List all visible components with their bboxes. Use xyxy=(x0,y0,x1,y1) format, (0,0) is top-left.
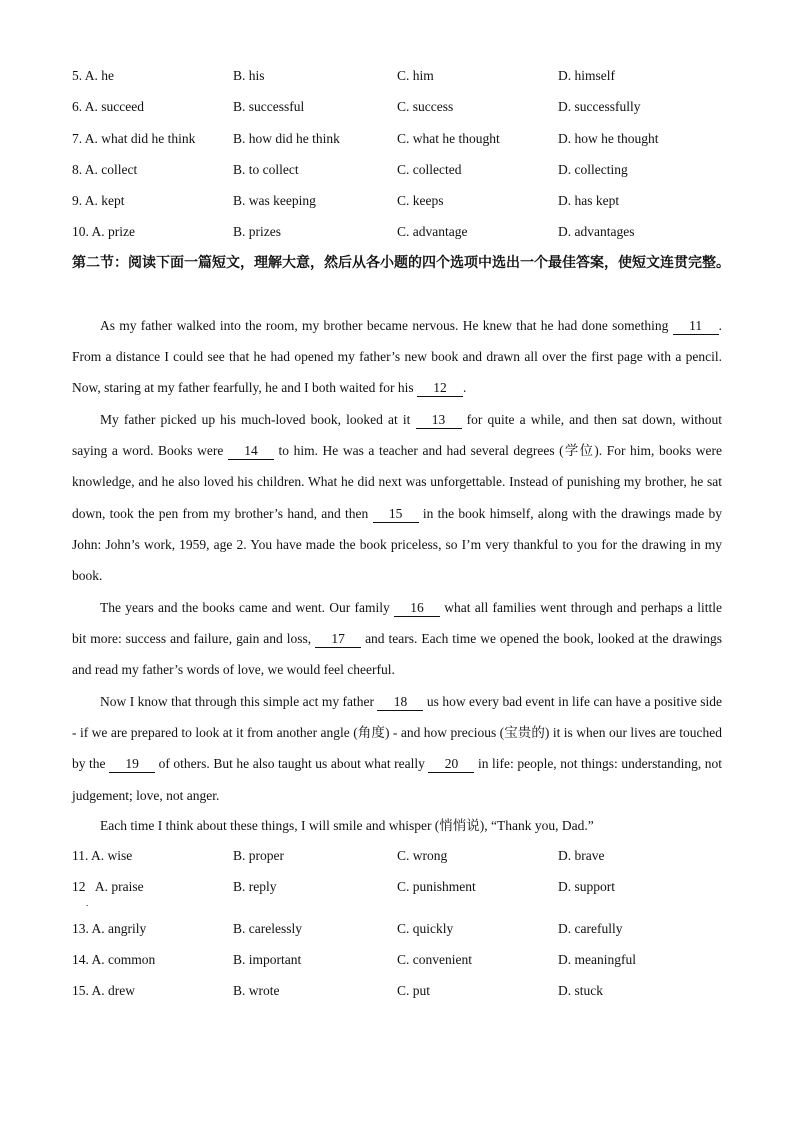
option-d: D. stuck xyxy=(558,983,603,998)
blank-20: 20 xyxy=(428,755,474,773)
passage-text: . From a distance I could see that he had opened my father’s new book and drawn all over the first page with a pencil. Now, staring at my father fearfully, he and I both waited for his xyxy=(72,318,722,396)
blank-13: 13 xyxy=(416,411,462,429)
option-d: D. support xyxy=(558,879,615,894)
question-row-10 xyxy=(0,222,794,242)
question-row-7 xyxy=(0,129,794,149)
passage-text: in the book himself, along with the drawings made by John: John’s work, 1959, age 2. You have made the book priceless, so I’m very thankful to you for the drawing in my book. xyxy=(72,505,722,584)
option-c: C. punishment xyxy=(397,879,476,894)
question-row-6 xyxy=(0,97,794,117)
passage-text: Now I know that through this simple act my father xyxy=(100,694,378,709)
passage-paragraph-3 xyxy=(72,592,722,686)
option-a: 10. A. prize xyxy=(72,224,135,239)
option-a: 5. A. he xyxy=(72,68,114,83)
option-c: C. quickly xyxy=(397,921,454,936)
option-a: 15. A. drew xyxy=(72,983,135,998)
passage-text: The years and the books came and went. Our family xyxy=(100,600,395,615)
option-c: C. wrong xyxy=(397,848,448,863)
option-b: B. prizes xyxy=(233,224,281,239)
option-d: D. meaningful xyxy=(558,952,636,967)
question-row-14 xyxy=(0,950,794,970)
passage-text: to him. He was a teacher and had several degrees (学位). For him, books were knowledge, and he also loved his children. What he did next was unforgettable. Instead of punishing my brother, he sat down, took the pen from my brother’s hand, and then xyxy=(72,443,722,521)
option-a: 9. A. kept xyxy=(72,193,125,208)
blank-19: 19 xyxy=(109,755,155,773)
option-b: B. reply xyxy=(233,879,277,894)
option-a: 14. A. common xyxy=(72,952,156,967)
option-c: C. collected xyxy=(397,162,462,177)
option-c: C. advantage xyxy=(397,224,468,239)
option-b: B. important xyxy=(233,952,302,967)
option-b: B. wrote xyxy=(233,983,280,998)
question-row-5 xyxy=(0,66,794,86)
option-c: C. convenient xyxy=(397,952,472,967)
option-a: 13. A. angrily xyxy=(72,921,147,936)
blank-18: 18 xyxy=(377,693,423,711)
passage-text: . xyxy=(463,380,467,396)
option-d: D. successfully xyxy=(558,99,641,114)
question-row-11 xyxy=(0,846,794,866)
passage-paragraph-2 xyxy=(72,404,722,591)
blank-16: 16 xyxy=(394,599,440,617)
blank-15: 15 xyxy=(373,505,419,523)
option-d: D. collecting xyxy=(558,162,628,177)
passage-text: My father picked up his much-loved book, looked at it xyxy=(100,412,416,427)
option-a: 11. A. wise xyxy=(72,848,133,863)
passage-text: of others. But he also taught us about what really xyxy=(155,756,429,772)
passage-text: for quite a while, and then sat down, without saying a word. Books were xyxy=(72,412,723,459)
passage-paragraph-4 xyxy=(72,686,722,811)
option-b: B. his xyxy=(233,68,265,83)
blank-12: 12 xyxy=(417,379,463,397)
section-heading: 第二节：阅读下面一篇短文，理解大意，然后从各小题的四个选项中选出一个最佳答案，使短文连贯完整。 xyxy=(72,255,730,271)
option-b: B. was keeping xyxy=(233,193,316,208)
passage-text: Each time I think about these things, I will smile and whisper (悄悄说), “Thank you, Dad.” xyxy=(100,818,594,833)
blank-11: 11 xyxy=(673,317,719,335)
passage-text: and tears. Each time we opened the book, looked at the drawings and read my father’s words of love, we would feel cheerful. xyxy=(72,631,722,678)
option-c: C. success xyxy=(397,99,454,114)
question-row-9 xyxy=(0,191,794,211)
question-row-15 xyxy=(0,981,794,1001)
option-b: B. successful xyxy=(233,99,305,114)
option-a: 12 A. praise xyxy=(72,879,144,894)
option-d: D. carefully xyxy=(558,921,623,936)
stray-mark: . xyxy=(86,898,89,908)
option-a: 8. A. collect xyxy=(72,162,138,177)
option-c: C. him xyxy=(397,68,434,83)
passage-text: what all families went through and perhaps a little bit more: success and failure, gain and loss, xyxy=(72,600,722,647)
option-a: 7. A. what did he think xyxy=(72,131,196,146)
passage-text: us how every bad event in life can have a positive side - if we are prepared to look at it from another angle (角度) - and how precious (宝贵的) it is when our lives are touched by the xyxy=(72,694,723,772)
passage-text: in life: people, not things: understanding, not judgement; love, not anger. xyxy=(72,756,722,803)
passage-paragraph-5 xyxy=(72,810,722,841)
option-b: B. carelessly xyxy=(233,921,302,936)
option-d: D. has kept xyxy=(558,193,620,208)
option-d: D. advantages xyxy=(558,224,635,239)
option-d: D. brave xyxy=(558,848,605,863)
option-c: C. put xyxy=(397,983,431,998)
option-c: C. what he thought xyxy=(397,131,500,146)
passage-text: As my father walked into the room, my brother became nervous. He knew that he had done something xyxy=(100,318,673,333)
option-b: B. proper xyxy=(233,848,284,863)
option-d: D. himself xyxy=(558,68,615,83)
question-row-12 xyxy=(0,877,794,897)
passage-paragraph-1 xyxy=(72,310,722,404)
blank-17: 17 xyxy=(315,630,361,648)
option-b: B. to collect xyxy=(233,162,299,177)
option-b: B. how did he think xyxy=(233,131,340,146)
blank-14: 14 xyxy=(228,442,274,460)
question-row-13 xyxy=(0,919,794,939)
option-a: 6. A. succeed xyxy=(72,99,144,114)
question-row-8 xyxy=(0,160,794,180)
option-d: D. how he thought xyxy=(558,131,659,146)
option-c: C. keeps xyxy=(397,193,444,208)
